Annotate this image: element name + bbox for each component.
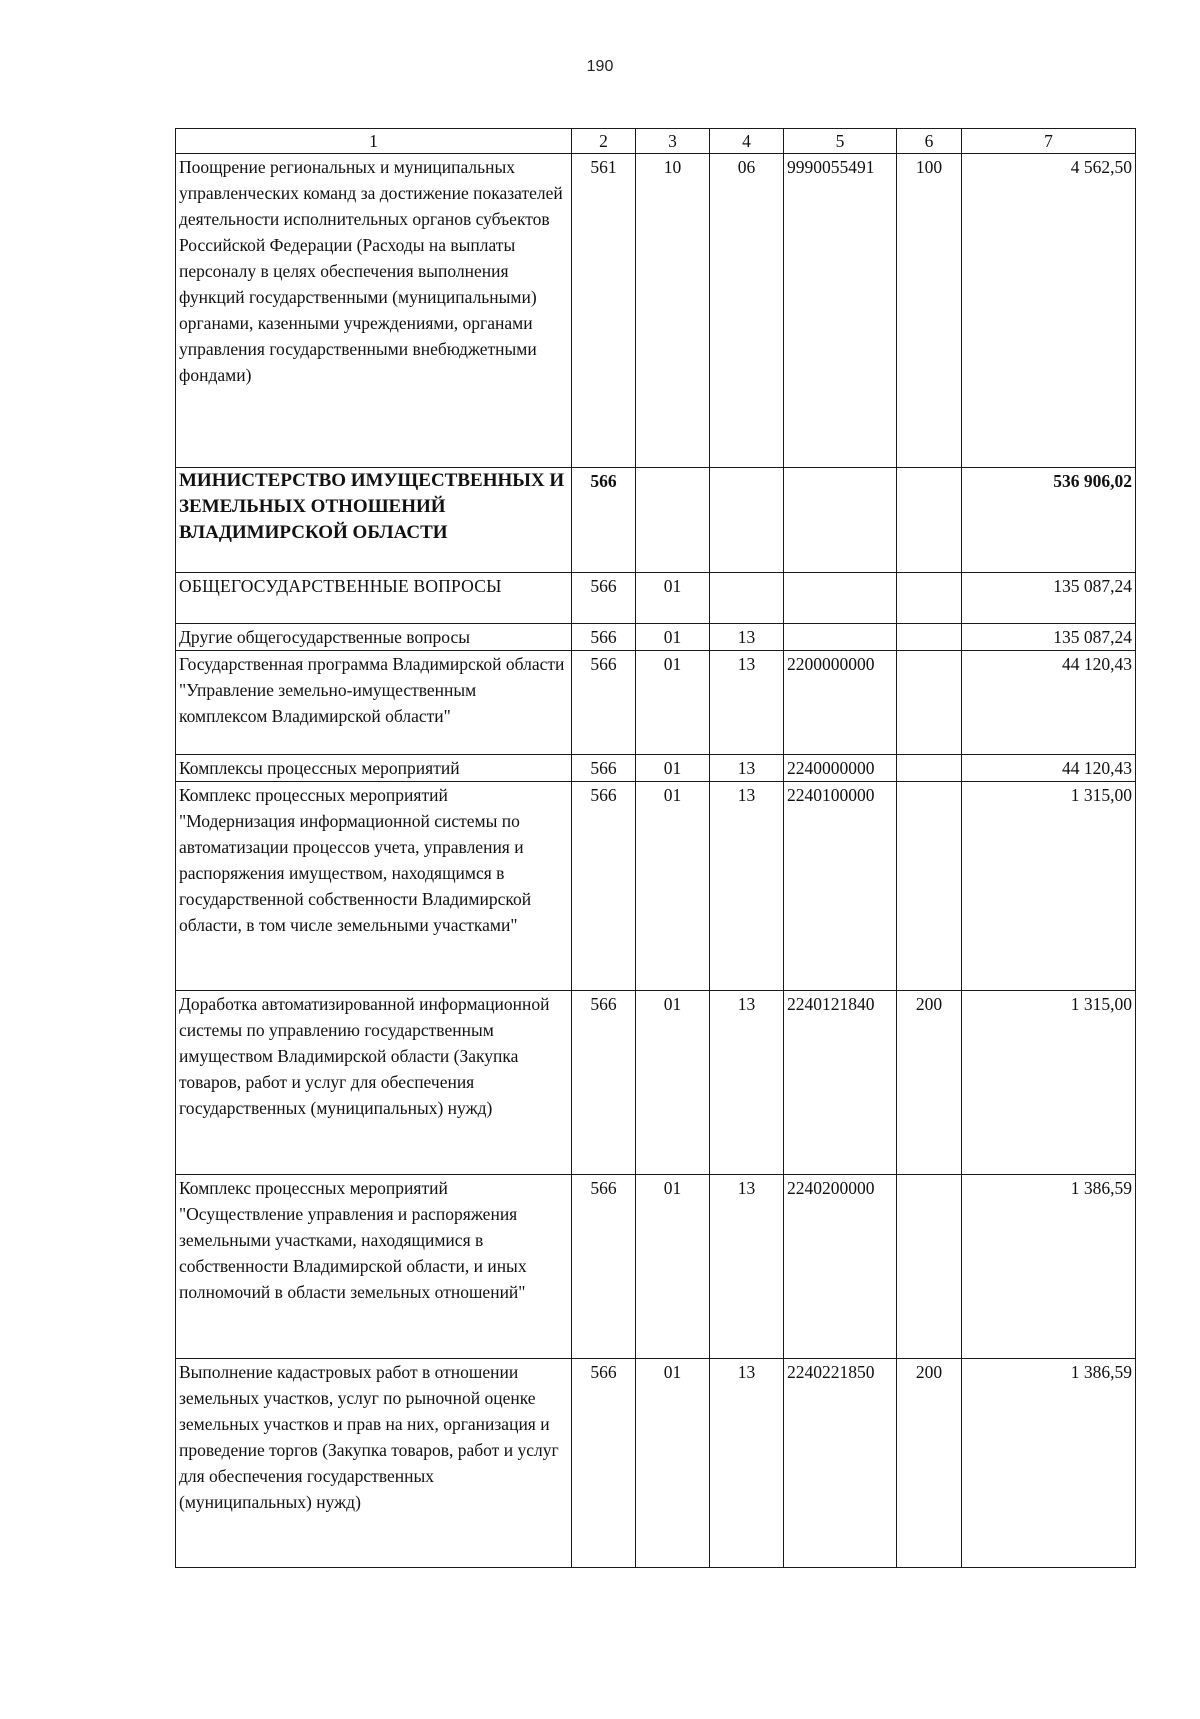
col-5: 2240100000 <box>784 782 897 991</box>
row-name: Комплекс процессных мероприятий "Модернизация информационной системы по автоматизации процессов учета, управления и распоряжения имуществом, находящимся в государственной собственности Владимирской области, в том числе земельными участками" <box>176 782 572 991</box>
col-2: 561 <box>572 154 636 468</box>
col-3: 01 <box>636 651 710 755</box>
row-name: ОБЩЕГОСУДАРСТВЕННЫЕ ВОПРОСЫ <box>176 573 572 624</box>
col-3: 01 <box>636 624 710 651</box>
col-7: 1 315,00 <box>962 991 1136 1175</box>
table-row <box>176 1359 1136 1568</box>
table-row <box>176 991 1136 1175</box>
table-row <box>176 782 1136 991</box>
header-cell: 7 <box>962 129 1136 154</box>
col-3 <box>636 468 710 573</box>
row-name: Поощрение региональных и муниципальных управленческих команд за достижение показателей деятельности исполнительных органов субъектов Российской Федерации (Расходы на выплаты персоналу в целях обеспечения выполнения функций государственными (муниципальными) органами, казенными учреждениями, органами управления государственными внебюджетными фондами) <box>176 154 572 468</box>
col-3: 01 <box>636 755 710 782</box>
page-number: 190 <box>586 58 614 75</box>
col-5: 2200000000 <box>784 651 897 755</box>
row-name: Комплексы процессных мероприятий <box>176 755 572 782</box>
col-5: 2240200000 <box>784 1175 897 1359</box>
col-2: 566 <box>572 1175 636 1359</box>
col-6 <box>897 624 962 651</box>
col-5: 2240000000 <box>784 755 897 782</box>
col-5 <box>784 468 897 573</box>
col-6 <box>897 651 962 755</box>
col-3: 01 <box>636 1175 710 1359</box>
table-row <box>176 624 1136 651</box>
col-2: 566 <box>572 755 636 782</box>
col-5 <box>784 624 897 651</box>
header-cell: 6 <box>897 129 962 154</box>
col-5: 2240221850 <box>784 1359 897 1568</box>
col-2: 566 <box>572 651 636 755</box>
col-4: 06 <box>710 154 784 468</box>
col-5 <box>784 573 897 624</box>
col-7: 135 087,24 <box>962 573 1136 624</box>
row-name: Комплекс процессных мероприятий "Осуществление управления и распоряжения земельными участками, находящимися в собственности Владимирской области, и иных полномочий в области земельных отношений" <box>176 1175 572 1359</box>
header-cell: 1 <box>176 129 572 154</box>
col-7: 135 087,24 <box>962 624 1136 651</box>
row-name: МИНИСТЕРСТВО ИМУЩЕСТВЕННЫХ И ЗЕМЕЛЬНЫХ ОТНОШЕНИЙ ВЛАДИМИРСКОЙ ОБЛАСТИ <box>176 468 572 573</box>
col-4 <box>710 573 784 624</box>
col-2: 566 <box>572 782 636 991</box>
col-2: 566 <box>572 991 636 1175</box>
col-7: 1 315,00 <box>962 782 1136 991</box>
table-row <box>176 468 1136 573</box>
col-6: 200 <box>897 1359 962 1568</box>
col-4: 13 <box>710 1359 784 1568</box>
col-6 <box>897 573 962 624</box>
col-7: 44 120,43 <box>962 755 1136 782</box>
table-row <box>176 651 1136 755</box>
col-5: 9990055491 <box>784 154 897 468</box>
col-6 <box>897 468 962 573</box>
col-3: 01 <box>636 782 710 991</box>
table-row <box>176 755 1136 782</box>
col-6: 100 <box>897 154 962 468</box>
col-3: 01 <box>636 573 710 624</box>
col-5: 2240121840 <box>784 991 897 1175</box>
col-7: 1 386,59 <box>962 1175 1136 1359</box>
header-row <box>176 129 1136 154</box>
col-3: 01 <box>636 1359 710 1568</box>
col-4 <box>710 468 784 573</box>
budget-table <box>175 128 1136 1568</box>
header-cell: 5 <box>784 129 897 154</box>
col-6 <box>897 755 962 782</box>
col-4: 13 <box>710 1175 784 1359</box>
col-4: 13 <box>710 624 784 651</box>
col-4: 13 <box>710 755 784 782</box>
table-row <box>176 573 1136 624</box>
col-7: 536 906,02 <box>962 468 1136 573</box>
col-7: 1 386,59 <box>962 1359 1136 1568</box>
col-6 <box>897 782 962 991</box>
col-2: 566 <box>572 624 636 651</box>
col-2: 566 <box>572 1359 636 1568</box>
col-3: 01 <box>636 991 710 1175</box>
header-cell: 4 <box>710 129 784 154</box>
col-3: 10 <box>636 154 710 468</box>
row-name: Доработка автоматизированной информационной системы по управлению государственным имуществом Владимирской области (Закупка товаров, работ и услуг для обеспечения государственных (муниципальных) нужд) <box>176 991 572 1175</box>
header-cell: 2 <box>572 129 636 154</box>
table-row <box>176 1175 1136 1359</box>
col-2: 566 <box>572 468 636 573</box>
col-7: 4 562,50 <box>962 154 1136 468</box>
col-4: 13 <box>710 782 784 991</box>
col-7: 44 120,43 <box>962 651 1136 755</box>
row-name: Выполнение кадастровых работ в отношении земельных участков, услуг по рыночной оценке земельных участков и прав на них, организация и проведение торгов (Закупка товаров, работ и услуг для обеспечения государственных (муниципальных) нужд) <box>176 1359 572 1568</box>
col-4: 13 <box>710 651 784 755</box>
col-2: 566 <box>572 573 636 624</box>
table-row <box>176 154 1136 468</box>
header-cell: 3 <box>636 129 710 154</box>
col-4: 13 <box>710 991 784 1175</box>
col-6 <box>897 1175 962 1359</box>
row-name: Другие общегосударственные вопросы <box>176 624 572 651</box>
col-6: 200 <box>897 991 962 1175</box>
row-name: Государственная программа Владимирской области "Управление земельно-имущественным комплексом Владимирской области" <box>176 651 572 755</box>
